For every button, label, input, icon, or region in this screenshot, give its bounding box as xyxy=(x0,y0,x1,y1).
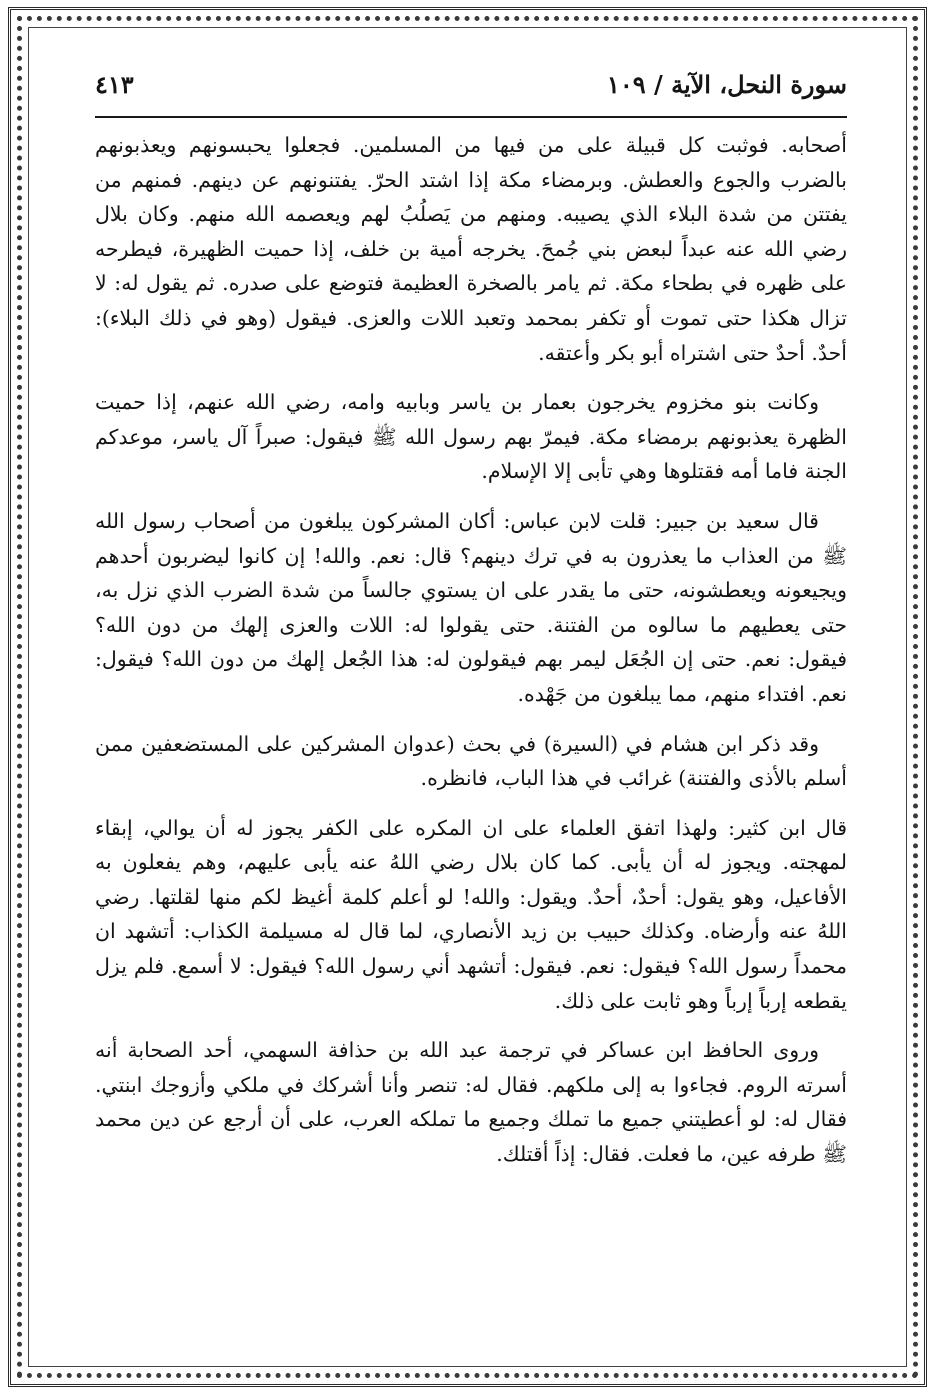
paragraph-6: وروى الحافظ ابن عساكر في ترجمة عبد الله بن حذافة السهمي، أحد الصحابة أنه أسرته الروم. فجاءوا به إلى ملكهم. فقال له: تنصر وأنا أشركك في ملكي وأزوجك ابنتي. فقال له: لو أعطيتني جميع ما تملك وجميع ما تملكه العرب، على أن أرجع عن دين محمد ﷺ طرفه عين، ما فعلت. فقال: إذاً أقتلك. xyxy=(95,1038,847,1167)
paragraph-5: قال ابن كثير: ولهذا اتفق العلماء على ان المكره على الكفر يجوز له أن يوالي، إبقاء لمهجته. ويجوز له أن يأبى. كما كان بلال رضي اللهُ عنه يأبى عليهم، وهم يفعلون به الأفاعيل، وهو يقول: أحدٌ، أحدٌ. ويقول: والله! لو أعلم كلمة أغيظ لكم منها لقلتها. رضي اللهُ عنه وأرضاه. وكذلك حبيب بن زيد الأنصاري، لما قال له مسيلمة الكذاب: أتشهد ان محمداً رسول الله؟ فيقول: نعم. فيقول: أتشهد أني رسول الله؟ فيقول: لا أسمع. فلم يزل يقطعه إرباً إرباً وهو ثابت على ذلك. xyxy=(95,815,847,1013)
header-rule xyxy=(95,116,847,118)
paragraph-4: وقد ذكر ابن هشام في (السيرة) في بحث (عدوان المشركين على المستضعفين ممن أسلم بالأذى والفتنة) غرائب في هذا الباب، فانظره. xyxy=(95,731,847,791)
paragraph-2: وكانت بنو مخزوم يخرجون بعمار بن ياسر وبابيه وامه، رضي الله عنهم، إذا حميت الظهرة يعذبونهم برمضاء مكة. فيمرّ بهم رسول الله ﷺ فيقول: صبراً آل ياسر، موعدكم الجنة فاما أمه فقتلوها وهي تأبى إلا الإسلام. xyxy=(95,390,847,484)
chapter-title: سورة النحل، الآية / ١٠٩ xyxy=(606,70,847,99)
paragraph-1: أصحابه. فوثبت كل قبيلة على من فيها من المسلمين. فجعلوا يحبسونهم ويعذبونهم بالضرب والجوع والعطش. وبرمضاء مكة إذا اشتد الحرّ. يفتنونهم عن دينهم. فمنهم من يفتتن من شدة البلاء الذي يصيبه. ومنهم من يَصلُبُ لهم ويعصمه الله منهم. وكان بلال رضي الله عنه عبداً لبعض بني جُمحَ. يخرجه أمية بن خلف، إذا حميت الظهيرة، فيطرحه على ظهره في بطحاء مكة. ثم يامر بالصخرة العظيمة فتوضع على صدره. ثم يقول له: لا تزال هكذا حتى تموت أو تكفر بمحمد وتعبد اللات والعزى. فيقول (وهو في ذلك البلاء): أحدٌ. أحدٌ حتى اشتراه أبو بكر وأعتقه. xyxy=(95,133,847,365)
page-body xyxy=(95,128,847,1187)
page-number: ٤١٣ xyxy=(95,70,134,99)
paragraph-3: قال سعيد بن جبير: قلت لابن عباس: أكان المشركون يبلغون من أصحاب رسول الله ﷺ من العذاب ما يعذرون به في ترك دينهم؟ قال: نعم. والله! إن كانوا ليضربون أحدهم ويجيعونه ويعطشونه، حتى ما يقدر على ان يستوي جالساً من شدة الضرب الذي نزل به، حتى يعطيهم ما سالوه من الفتنة. حتى يقولوا له: اللات والعزى إلهك من دون الله؟ فيقول: نعم. حتى إن الجُعَل ليمر بهم فيقولون له: هذا الجُعل إلهك من دون الله؟ فيقول: نعم. افتداء منهم، مما يبلغون من جَهْده. xyxy=(95,508,847,706)
page-header xyxy=(95,64,847,116)
